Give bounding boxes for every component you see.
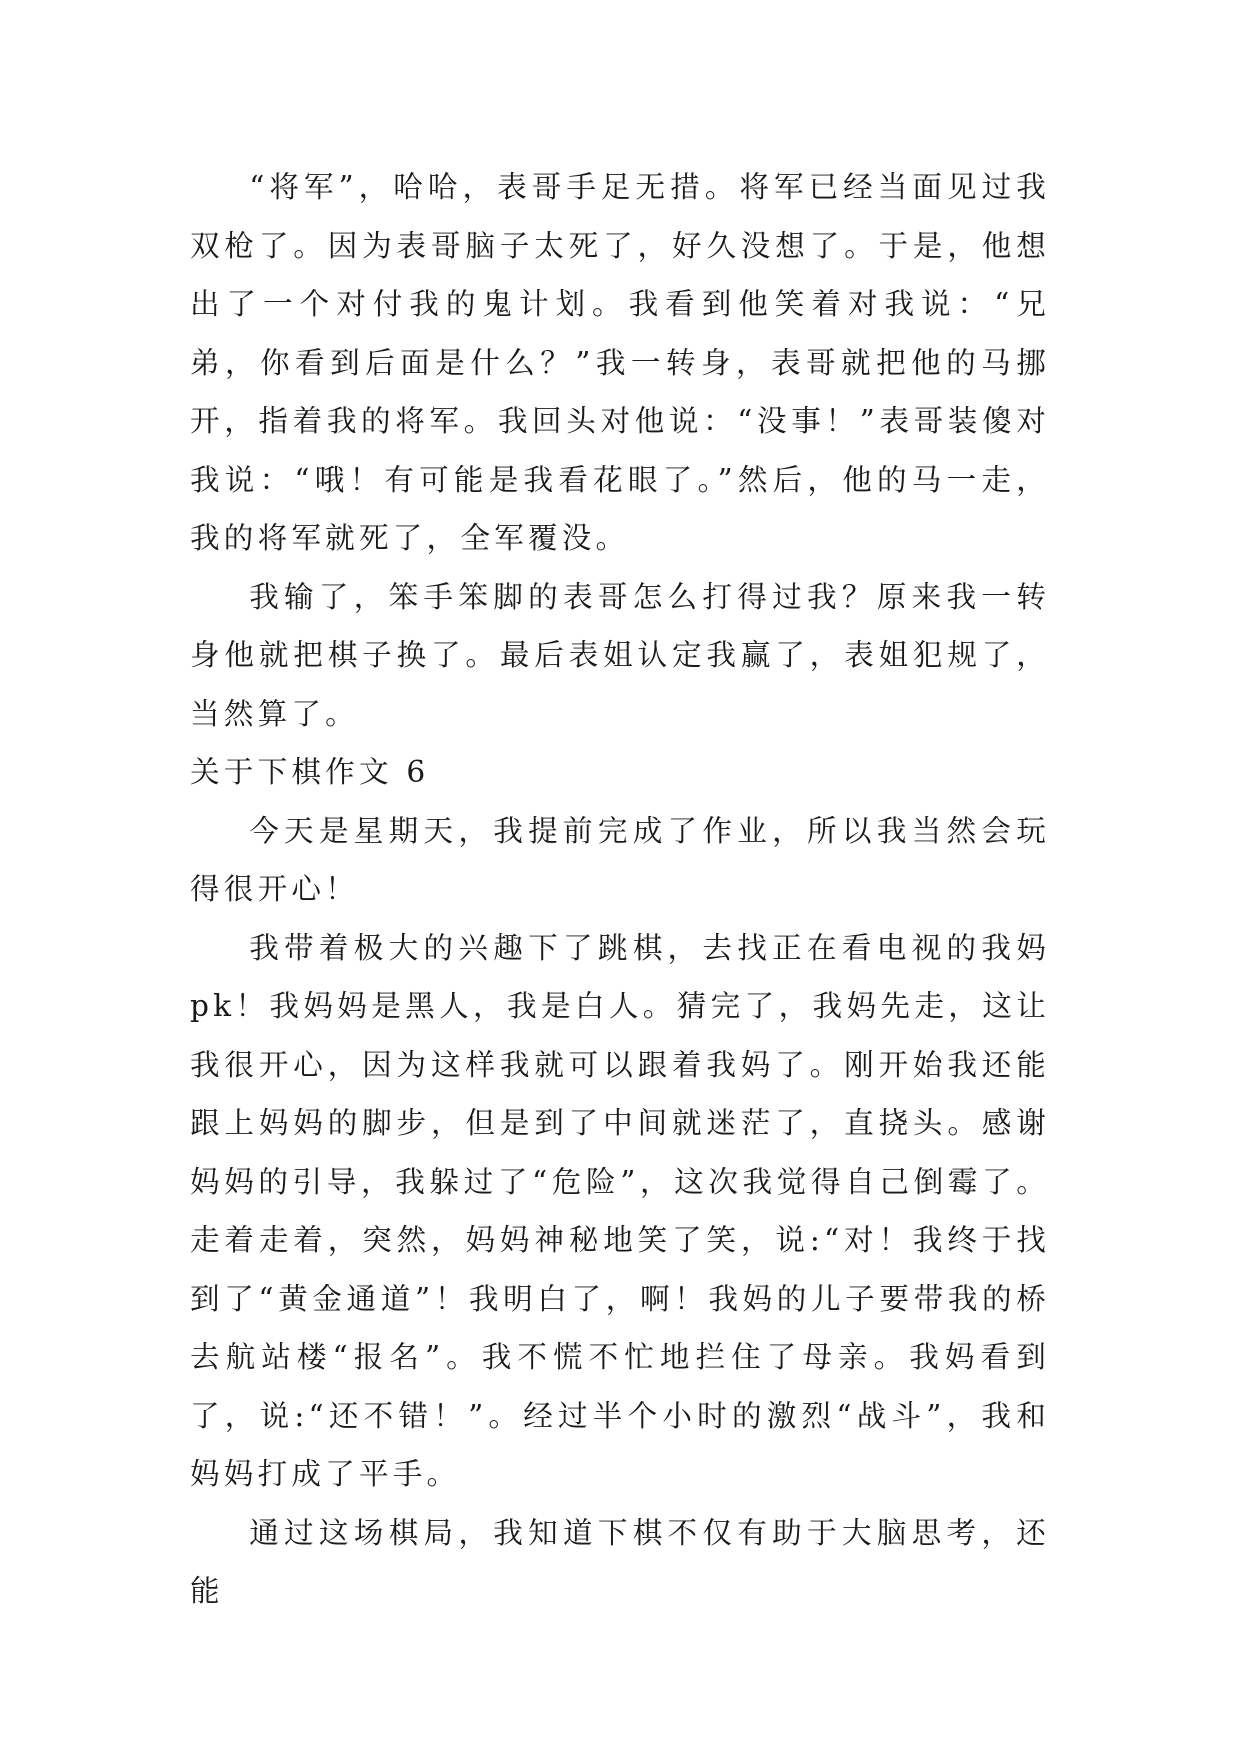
paragraph-cousin-cheated: 我输了，笨手笨脚的表哥怎么打得过我？原来我一转身他就把棋子换了。最后表姐认定我赢了，表姐犯规了，当然算了。 — [190, 579, 1050, 731]
document-body — [190, 158, 1050, 1621]
paragraph-checkers-game: 我带着极大的兴趣下了跳棋，去找正在看电视的我妈pk！我妈妈是黑人，我是白人。猜完了，我妈先走，这让我很开心，因为这样我就可以跟着我妈了。刚开始我还能跟上妈妈的脚步，但是到了中间就迷茫了，直挠头。感谢妈妈的引导，我躲过了“危险”，这次我觉得自己倒霉了。走着走着，突然，妈妈神秘地笑了笑，说:“对！我终于找到了“黄金通道”！我明白了，啊！我妈的儿子要带我的桥去航站楼“报名”。我不慌不忙地拦住了母亲。我妈看到了，说:“还不错！”。经过半个小时的激烈“战斗”，我和妈妈打成了平手。 — [190, 930, 1050, 1491]
paragraph-checkmate-story: “将军”，哈哈，表哥手足无措。将军已经当面见过我双枪了。因为表哥脑子太死了，好久没想了。于是，他想出了一个对付我的鬼计划。我看到他笑着对我说：“兄弟，你看到后面是什么？”我一转身，表哥就把他的马挪开，指着我的将军。我回头对他说：“没事！”表哥装傻对我说：“哦！有可能是我看花眼了。”然后，他的马一走，我的将军就死了，全军覆没。 — [190, 170, 1050, 555]
paragraph-conclusion: 通过这场棋局，我知道下棋不仅有助于大脑思考，还能 — [190, 1515, 1050, 1608]
paragraph-sunday: 今天是星期天，我提前完成了作业，所以我当然会玩得很开心！ — [190, 813, 1050, 906]
essay-heading: 关于下棋作文 6 — [190, 755, 430, 789]
